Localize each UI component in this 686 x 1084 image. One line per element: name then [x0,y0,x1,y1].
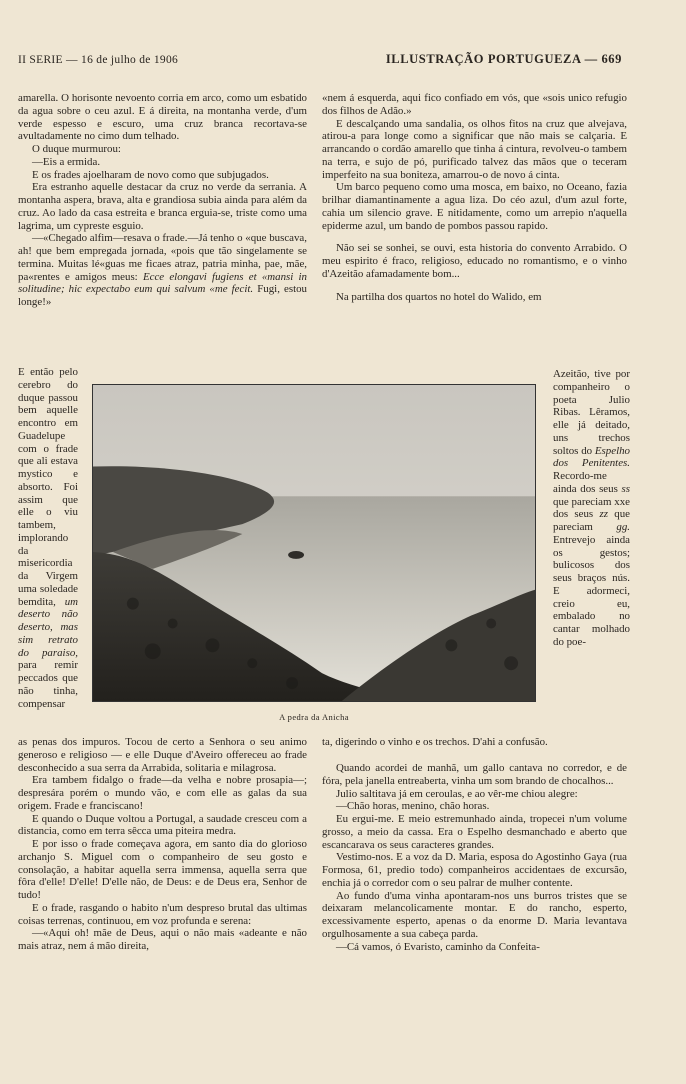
latin-quote: Ecce elongavi fugiens et «mansi in solitudine; hic expectabo eum qui salvum «me fecit. [18,270,307,296]
landscape-photo [92,384,536,702]
paragraph: —«Chegado alfim—resava o frade.—Já tenho o «que buscava, ah! que bem empregada jornada, «pois que tão singelamente se termina. Muitas lé«guas me ficaes atraz, patria minha, pae, mãe, pa«rentes e amigos meus: Ecce elongavi fugiens et «mansi in solitudine; hic expectabo eum qui salvum «me fecit. Fugi, estou longe!» [18,232,307,308]
page-header [18,52,622,72]
paragraph: Azeitão, tive por companheiro o poeta Julio Ribas. Lêramos, elle já deitado, uns trechos soltos do Espelho dos Penitentes. Recordo-me ainda dos seus ss que pareciam xxe dos seus zz que pareciam gg. Entrevejo ainda os gestos; bulicosos dos seus braços nús. E adormeci, creio eu, embalado no cantar molhado do poe- [553,368,630,648]
paragraph: —Eis a ermida. [32,155,101,168]
paragraph: E quando o Duque voltou a Portugal, a saudade cresceu com a distancia, como em terra sêcca uma piteira medra. [18,812,307,838]
paragraph: Era tambem fidalgo o frade—da velha e nobre prosapia—; despresára porém o mundo vão, e com elle as galas da sua origem. Frade e franciscano! [18,774,307,812]
paragraph: E por isso o frade começava agora, em santo dia do glorioso archanjo S. Miguel com o companheiro de seu gosto e consolação, a habitar aquella serra immensa, aquella serra que fôra d'elle! D'elle! D'elle não, de Deus: e de Deus era, Senhor de tudo! [18,838,307,901]
left-column-top [18,92,307,309]
publication-page: ILLUSTRAÇÃO PORTUGUEZA — 669 [385,52,622,66]
paragraph: —Cá vamos, ó Evaristo, caminho da Confeita- [336,940,540,953]
paragraph: E o frade, rasgando o habito n'um despreso brutal das ultimas coisas terrenas, continuou, em voz profunda e serena: [18,901,307,927]
paragraph: Ao fundo d'uma vinha apontaram-nos uns burros tristes que se deixaram melancolicamente montar. E do rancho, esperto, excessivamente esperto, apenas o da enorme D. Maria levantava orgulhosamente a sua cabeça parda. [322,889,627,940]
paragraph: amarella. O horisonte nevoento corria em arco, como um esbatido da agua sobre o ceu azul. E á direita, na montanha verde, d'um verde espesso e escuro, uma cruz branca recortava-se avultadamente no cimo dum telhado. [18,92,307,143]
paragraph: Não sei se sonhei, se ouvi, esta historia do convento Arrabido. O meu espirito é fraco, religioso, educado no romantismo, e o vinho d'Azeitão afamadamente bom... [322,242,627,280]
paragraph: Eu ergui-me. E meio estremunhado ainda, tropecei n'um volume grosso, a meio da cassa. Era o Espelho desmanchado e aberto que escancarava os seus caracteres grandes. [322,813,627,851]
paragraph: «nem á esquerda, aqui fico confiado em vós, que «sois unico refugio dos filhos de Adão.» [322,92,627,117]
paragraph: Era estranho aquelle destacar da cruz no verde da serrania. A montanha aspera, brava, alta e grandiosa subia ainda para além da cruz. Ao lado da casa estreita e branca erguia-se, triste como uma lagrima, um cypreste esguio. [18,181,307,232]
paragraph: —Chão horas, menino, chão horas. [336,800,490,813]
paragraph: Um barco pequeno como uma mosca, em baixo, no Oceano, fazia brilhar diamantinamente a agua liza. Do céo azul, d'um azul forte, cahia um silencio grave. E nitidamente, como um arrepio n'aquella epiderme azul, um bando de pombos passou rapido. [322,181,627,232]
anicha-rock-photo [93,385,535,701]
right-column-bottom [322,762,627,953]
paragraph: Vestimo-nos. E a voz da D. Maria, esposa do Agostinho Gaya (rua Formosa, 61, predio todo) companheiros accidentaes de excursão, enchia já o corredor com o seu palrar de mulher contente. [322,851,627,889]
paragraph: Quando acordei de manhã, um gallo cantava no corredor, e de fóra, pela janella entreaberta, vinha um som brando de chocalhos... [322,762,627,787]
paragraph: E então pelo cerebro do duque passou bem aquelle encontro em Guadelupe com o frade que ali estava mystico e absorto. Foi assim que elle o viu tambem, implorando da misericordia da Virgem uma soledade bemdita, um deserto não deserto, mas sim retrato do paraiso, para remir peccados que não tinha, compensar [18,366,78,710]
picture-tail-line [322,736,627,749]
paragraph: Na partilha dos quartos no hotel do Walido, em [336,290,542,303]
paragraph: Julio saltitava já em ceroulas, e ao vêr-me chiou alegre: [336,787,578,800]
figure-caption: A pedra da Anicha [279,712,349,722]
left-narrow-text [18,366,78,710]
paragraph: O duque murmurou: [32,143,121,155]
left-column-bottom [18,736,307,953]
paragraph: —«Aqui oh! mãe de Deus, aqui o não mais «adeante e não mais atraz, nem á mão direita, [18,927,307,952]
paragraph: ta, digerindo o vinho e os trechos. D'ahi a confusão. [322,736,548,748]
paragraph: E os frades ajoelharam de novo como que subjugados. [32,168,269,181]
right-column-top [322,92,627,303]
paragraph: E descalçando uma sandalia, os olhos fitos na cruz que alvejava, atirou-a para longe como a significar que não mais se calçaria. E arrancando o cordão amarello que tinha á cintura, revolveu-o tambem na terra, e sujo de pó, purificado talvez das mãos que o teceram imperfeito na sua boniteza, amarrou-o de novo á cinta. [322,117,627,181]
series-date: II SERIE — 16 de julho de 1906 [18,54,179,66]
right-narrow-text [553,368,630,649]
paragraph: as penas dos impuros. Tocou de certo a Senhora o seu animo generoso e religioso — e elle Duque d'Aveiro offereceu ao frade desconhecido a sua serra da Arrabida, solitaria e milagrosa. [18,736,307,774]
